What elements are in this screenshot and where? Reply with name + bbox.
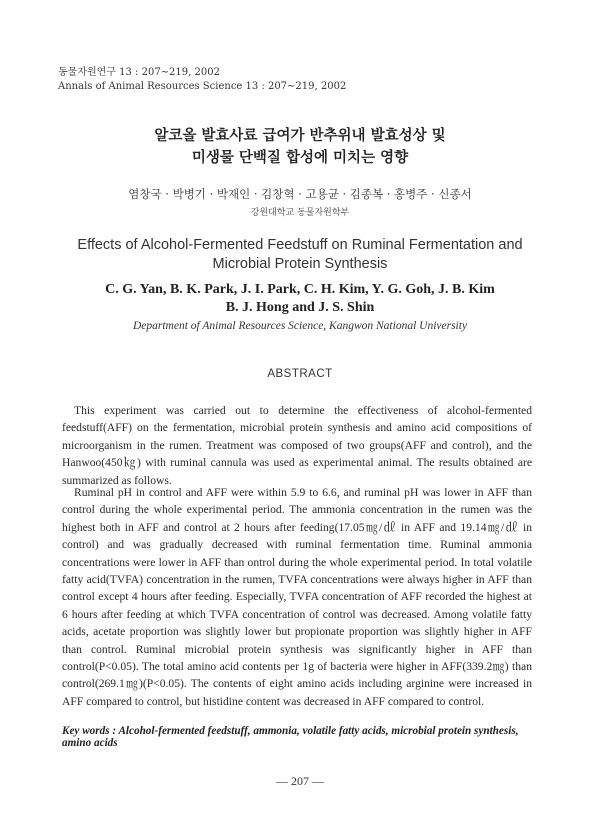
page-number: — 207 — (276, 774, 324, 788)
keywords: Key words : Alcohol-fermented feedstuff, ammonia, volatile fatty acids, microbial protein synthesis, amino acids (62, 725, 519, 749)
english-authors-line-2: B. J. Hong and J. S. Shin (225, 300, 375, 315)
abstract-paragraph-2: Ruminal pH in control and AFF were within 5.9 to 6.6, and ruminal pH was lower in AFF than control during the whole experimental period. The ammonia concentration in the rumen was the highest both in AFF and control at 2 hours after feeding(17.05㎎/㎗ in AFF and 19.14㎎/㎗ in control) and was gradually decreased with ruminal fermentation time. Ruminal ammonia concentrations were lower in AFF than ontrol during the whole experimental period. In total volatile fatty acid(TVFA) concentration in the rumen, TVFA concentrations were always higher in AFF than control except 4 hours after feeding. Especially, TVFA concentration of AFF recorded the highest at 6 hours after feeding at which TVFA concentration of control was decreased. Among volatile fatty acids, acetate proportion was slightly lower but propionate proportion was slightly higher in AFF than control. Ruminal microbial protein synthesis was significantly higher in AFF than control(P<0.05). The total amino acid contents per 1g of bacteria were higher in AFF(339.2㎎) than control(269.1㎎)(P<0.05). The contents of eight amino acids including arginine were increased in AFF compared to control, but histidine content was decreased in AFF compared to control. (62, 486, 532, 708)
abstract-heading: ABSTRACT (267, 368, 333, 380)
korean-authors: 염창국 · 박병기 · 박재인 · 김창혁 · 고용균 · 김종복 · 홍병주 · 신종서 (128, 187, 472, 201)
english-title-line-2: Microbial Protein Synthesis (212, 256, 388, 272)
department-affiliation: Department of Animal Resources Science, Kangwon National University (132, 320, 468, 332)
korean-title-line-2: 미생물 단백질 합성에 미치는 영향 (191, 150, 409, 166)
english-title-line-1: Effects of Alcohol-Fermented Feedstuff on Ruminal Fermentation and (77, 237, 523, 253)
korean-title-line-1: 알코올 발효사료 급여가 반추위내 발효성상 및 (154, 128, 446, 144)
journal-citation-ko: 동물자원연구 13 : 207∼219, 2002 (58, 67, 220, 78)
journal-citation-en: Annals of Animal Resources Science 13 : 207∼219, 2002 (58, 81, 347, 92)
korean-affiliation: 강원대학교 동물자원학부 (250, 208, 350, 218)
english-authors-line-1: C. G. Yan, B. K. Park, J. I. Park, C. H. Kim, Y. G. Goh, J. B. Kim (105, 282, 495, 297)
abstract-paragraph-1: This experiment was carried out to determine the effectiveness of alcohol-fermented feedstuff(AFF) on the fermentation, microbial protein synthesis and amino acid compositions of microorganism in the rumen. Treatment was composed of two groups(AFF and control), and the Hanwoo(450㎏) with ruminal cannula was used as experimental animal. The results obtained are summarized as follows. (62, 404, 532, 487)
journal-citation (58, 66, 346, 94)
